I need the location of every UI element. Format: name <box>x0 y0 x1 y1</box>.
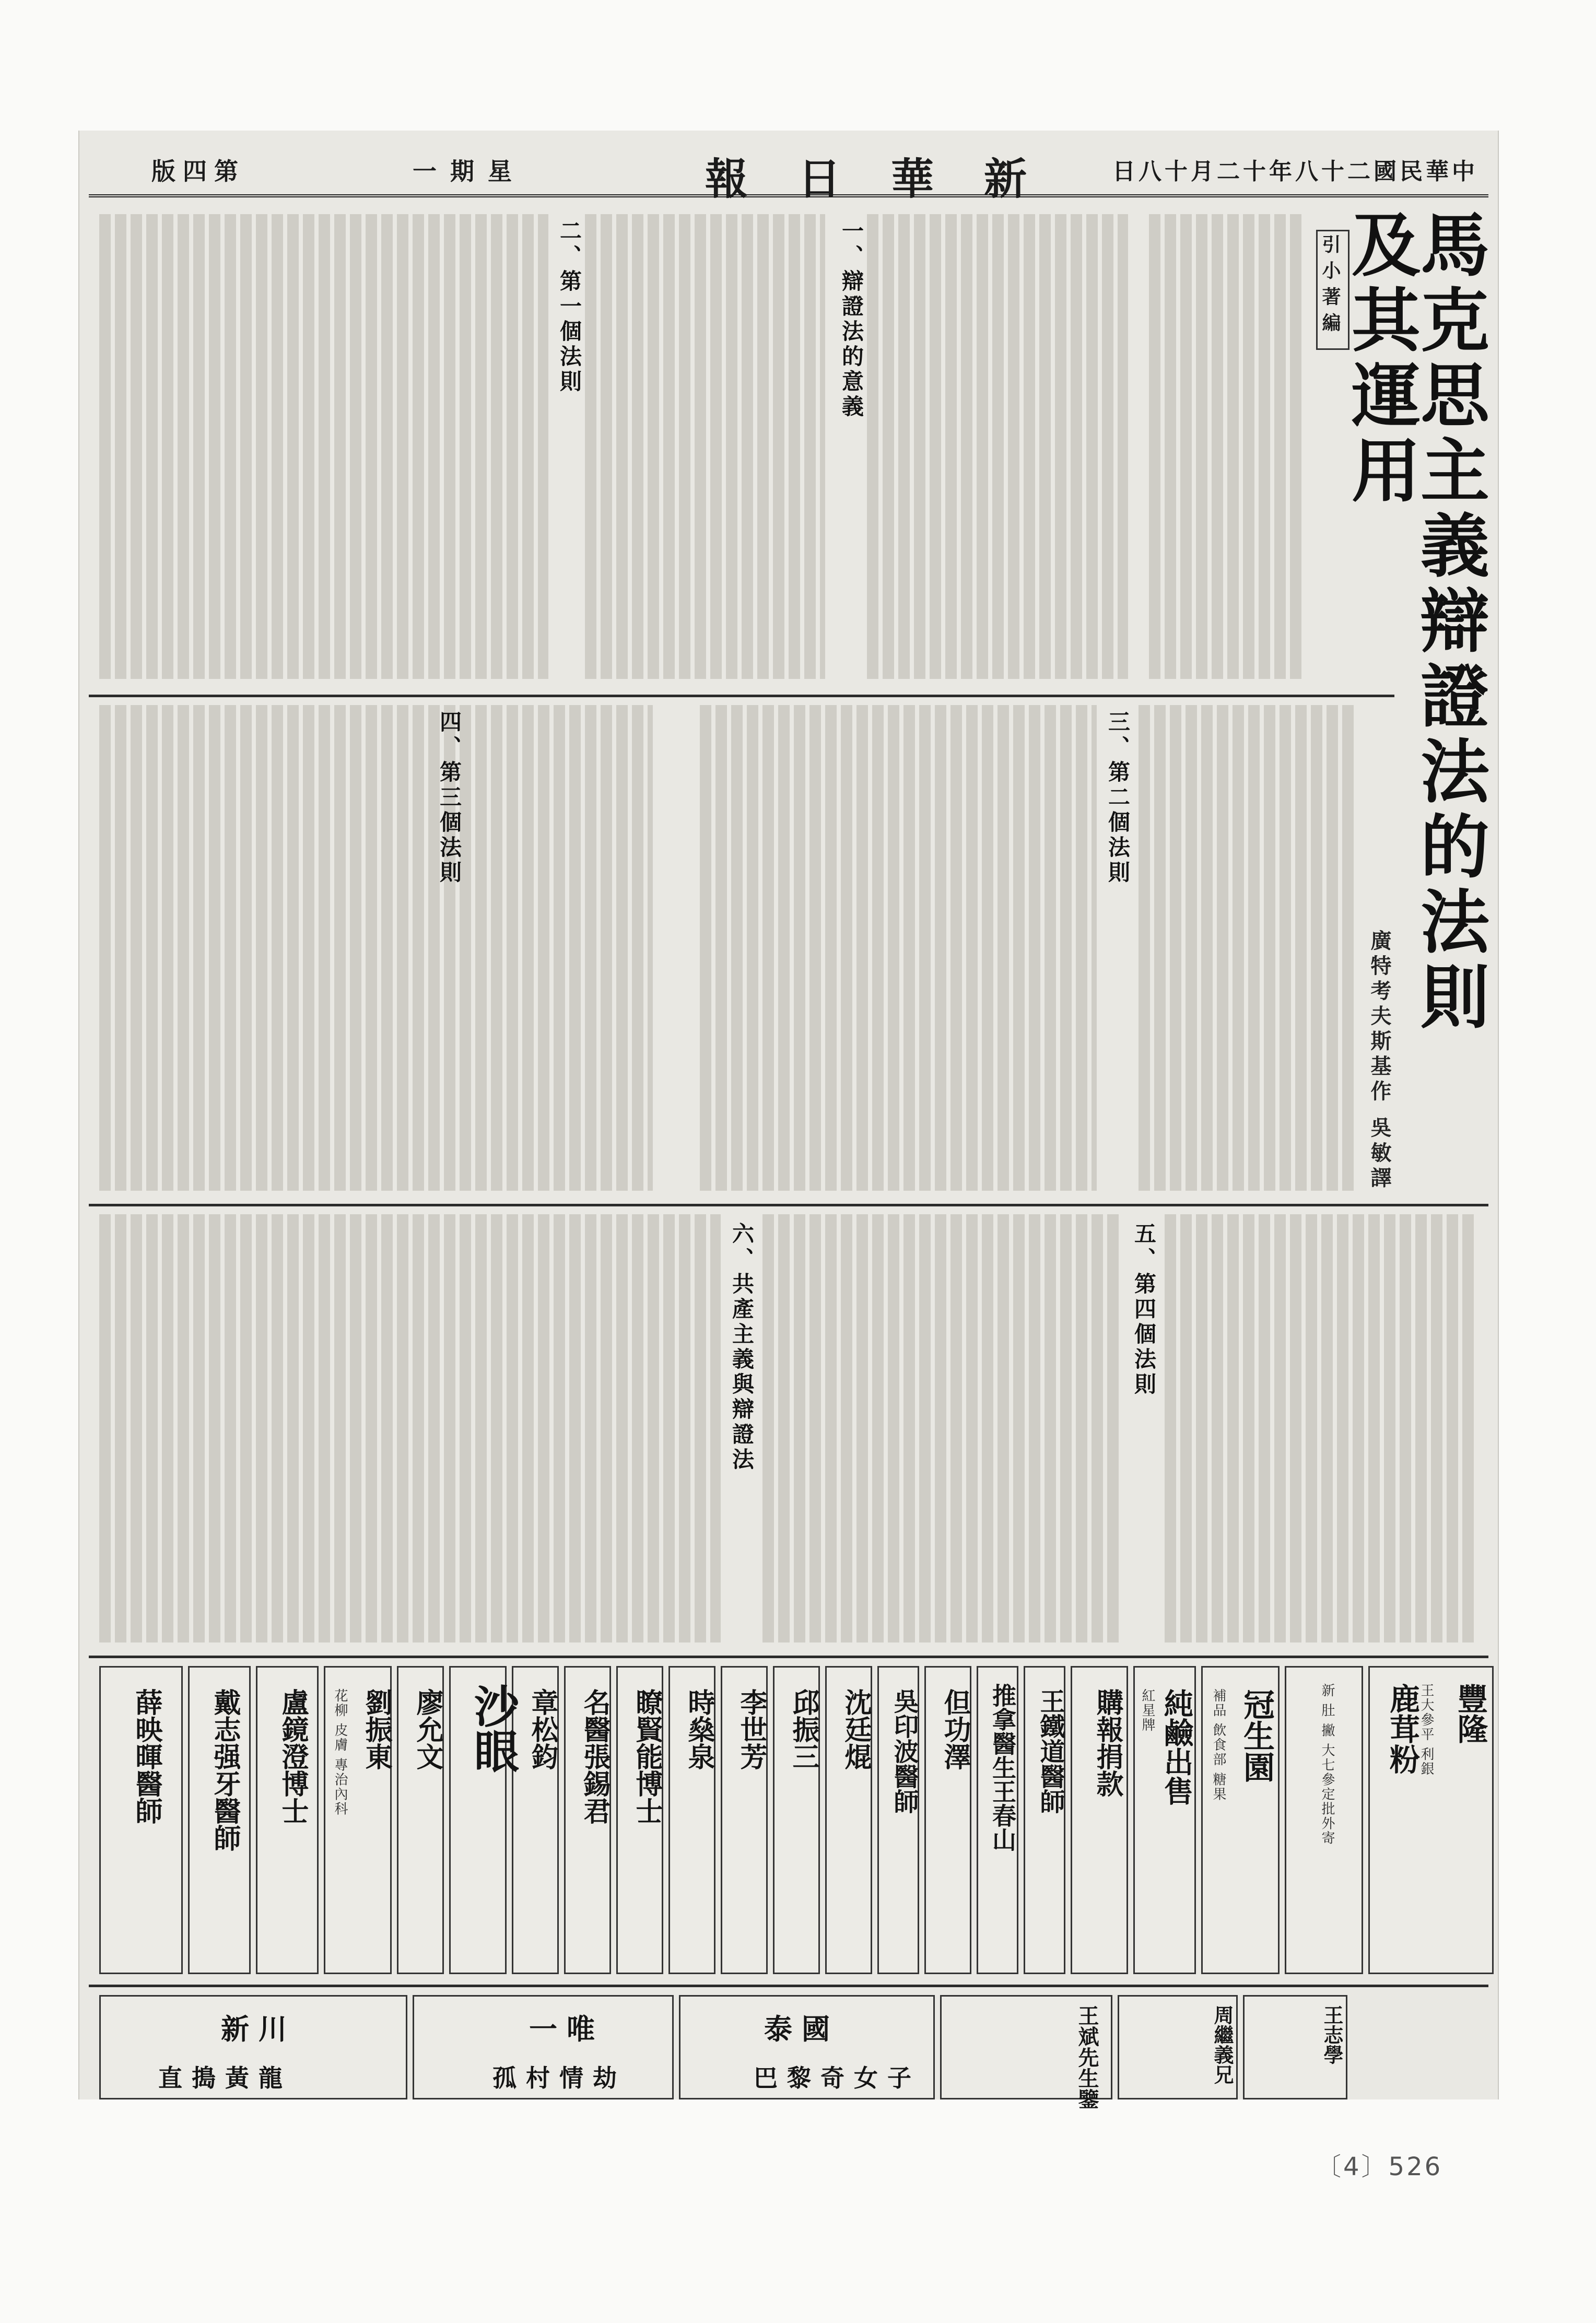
column-rule <box>89 1985 1488 1987</box>
ad-name: 孤村情劫 <box>492 2064 626 2092</box>
article-text-block <box>1139 705 1358 1191</box>
ad-name: 劉振東 <box>360 1688 392 1770</box>
section-heading: 一、辯證法的意義 <box>839 219 864 420</box>
ad-box <box>397 1666 444 1974</box>
ad-name: 名醫張錫君 <box>579 1688 611 1824</box>
ad-box <box>256 1666 319 1974</box>
ad-box <box>721 1666 768 1974</box>
ad-subtext: 新 肚 撇 大七參定批外寄 <box>1319 1683 1335 1846</box>
ad-subtext: 補品 飲食部 糖果 <box>1211 1688 1226 1802</box>
ad-box <box>188 1666 251 1974</box>
ad-name: 吳印波醫師 <box>889 1688 919 1814</box>
ad-box <box>825 1666 872 1974</box>
column-rule <box>89 1204 1488 1206</box>
ad-name: 純鹼出售 <box>1159 1688 1194 1805</box>
ad-box <box>616 1666 663 1974</box>
article-text-block <box>585 214 825 679</box>
ad-name: 章松鈞 <box>526 1688 558 1770</box>
intro-label: 引小著編 <box>1316 230 1349 350</box>
page-label: 版四第 <box>151 157 245 185</box>
section-heading: 五、第四個法則 <box>1131 1222 1157 1398</box>
ad-name: 王鐵道醫師 <box>1036 1688 1065 1814</box>
ad-box <box>1368 1666 1494 1974</box>
ad-box <box>877 1666 919 1974</box>
ad-name: 巴黎奇女子 <box>754 2064 921 2092</box>
ad-name: 瞭賢能博士 <box>631 1688 663 1824</box>
ad-box <box>940 1995 1112 2109</box>
article-byline: 廣特考夫斯基作 吳敏譯 <box>1367 930 1392 1192</box>
ad-box <box>1201 1666 1280 1974</box>
ad-name: 王志學 <box>1320 2005 1344 2064</box>
section-heading: 六、共產主義與辯證法 <box>729 1222 755 1473</box>
ad-name: 邱振三 <box>788 1688 819 1770</box>
article-text-block <box>99 705 653 1191</box>
ad-box <box>977 1666 1018 1974</box>
ad-name: 戴志强牙醫師 <box>209 1688 241 1851</box>
ad-subtext: 紅星牌 <box>1140 1688 1155 1732</box>
ad-name: 直搗黃龍 <box>158 2064 292 2092</box>
ad-name: 鹿茸粉 <box>1384 1683 1420 1774</box>
ad-name: 新川 <box>221 2012 296 2046</box>
section-heading: 三、第二個法則 <box>1105 710 1131 886</box>
ad-box <box>773 1666 820 1974</box>
ad-box <box>1133 1666 1196 1974</box>
ad-name: 時燊泉 <box>683 1688 715 1770</box>
ad-box <box>668 1666 715 1974</box>
ad-subtext: 王大參平 利銀 <box>1418 1683 1434 1777</box>
ad-name: 豐隆 <box>1452 1683 1488 1744</box>
ad-box <box>413 1995 674 2099</box>
ad-box <box>679 1995 935 2099</box>
ad-name: 廖允文 <box>412 1688 443 1770</box>
issue-date: 日八十月二十年八十二國民華中 <box>1112 158 1478 185</box>
ad-box <box>1071 1666 1128 1974</box>
ad-box <box>449 1666 519 1974</box>
article-text-block <box>1165 1214 1478 1642</box>
paper-title: 報日華新 <box>705 154 1077 204</box>
ad-name: 王斌先生鑒 <box>1075 2005 1099 2109</box>
ad-name: 薛映暉醫師 <box>131 1688 162 1824</box>
masthead <box>89 145 1488 204</box>
article-text-block <box>99 1214 721 1642</box>
article-text-block <box>1149 214 1306 679</box>
article-text-block <box>99 214 548 679</box>
ad-box <box>924 1666 971 1974</box>
ad-box <box>1024 1666 1065 1974</box>
column-rule <box>89 1656 1488 1658</box>
ad-name: 一唯 <box>529 2012 604 2046</box>
ad-box <box>1118 1995 1238 2099</box>
issue-label: 一期星 <box>413 157 525 185</box>
archive-page-reference: 〔4〕526 <box>1316 2152 1443 2181</box>
ad-name: 推拿醫生王春山 <box>989 1683 1017 1851</box>
article-text-block <box>867 214 1128 679</box>
ad-name: 盧鏡澄博士 <box>277 1688 309 1824</box>
article-text-block <box>700 705 1097 1191</box>
ad-box <box>99 1666 183 1974</box>
ad-box <box>1243 1995 1347 2099</box>
ad-name: 購報捐款 <box>1092 1688 1123 1797</box>
ad-box <box>99 1995 407 2099</box>
ad-name: 沙眼 <box>466 1683 519 1773</box>
ad-name: 周繼義兄 <box>1211 2005 1234 2084</box>
ad-name: 泰國 <box>764 2012 839 2046</box>
column-rule <box>89 695 1394 697</box>
ad-subtext: 花柳 皮膚 專治內科 <box>332 1688 348 1816</box>
ad-name: 沈廷焜 <box>840 1688 872 1770</box>
ad-name: 但功澤 <box>939 1688 971 1770</box>
article-text-block <box>762 1214 1123 1642</box>
article-headline: 馬克思主義辯證法的法則及其運用 <box>1340 209 1489 1036</box>
ad-box <box>1285 1666 1363 1974</box>
section-heading: 二、第一個法則 <box>557 219 582 395</box>
ad-box <box>564 1666 611 1974</box>
ad-box <box>324 1666 392 1974</box>
section-heading: 四、第三個法則 <box>437 710 462 886</box>
ad-name: 冠生園 <box>1238 1688 1275 1782</box>
ad-name: 李世芳 <box>735 1688 767 1770</box>
